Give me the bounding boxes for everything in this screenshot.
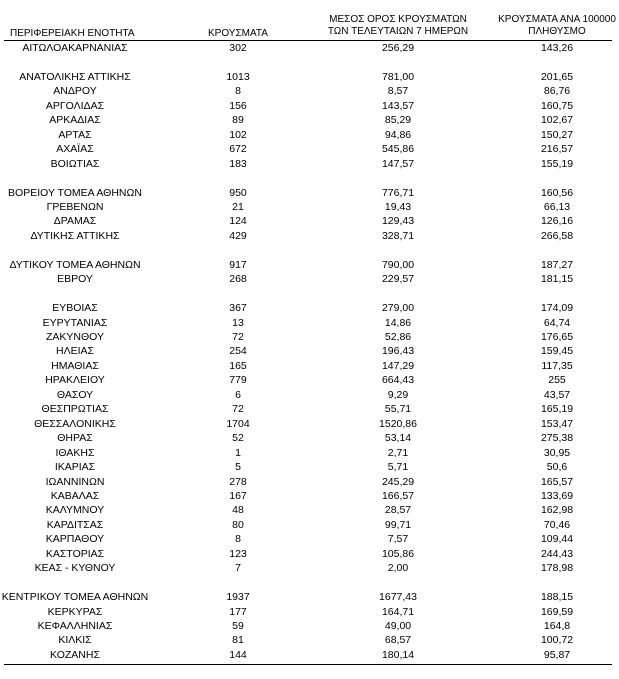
row-region-name: ΑΧΑΪΑΣ	[56, 143, 94, 156]
row-region-name: ΘΕΣΠΡΩΤΙΑΣ	[41, 403, 109, 416]
row-avg-7d: 781,00	[381, 70, 415, 83]
row-cases: 167	[229, 489, 247, 502]
row-region-name: ΚΕΑΣ - ΚΥΘΝΟΥ	[34, 562, 116, 575]
row-per-100k: 164,8	[543, 620, 571, 632]
header-per100k-line1: ΚΡΟΥΣΜΑΤΑ ΑΝΑ 100000	[498, 14, 616, 25]
row-per-100k: 201,65	[540, 70, 574, 83]
row-avg-7d: 1520,86	[379, 417, 417, 430]
table-row	[0, 330, 619, 344]
row-cases: 102	[229, 128, 247, 141]
row-region-name: ΚΑΒΑΛΑΣ	[50, 489, 100, 502]
row-avg-7d: 256,29	[381, 42, 415, 54]
table-row	[0, 316, 619, 330]
table-row	[0, 605, 619, 619]
table-spacer-row	[0, 576, 619, 590]
row-cases: 81	[232, 634, 244, 647]
row-avg-7d: 664,43	[381, 374, 415, 387]
row-avg-7d: 85,29	[384, 114, 412, 127]
row-per-100k: 159,45	[540, 345, 574, 358]
row-per-100k: 244,43	[540, 547, 574, 560]
row-per-100k: 165,57	[540, 475, 574, 488]
table-row	[0, 229, 619, 243]
row-avg-7d: 8,57	[387, 85, 409, 98]
row-avg-7d: 180,14	[381, 648, 415, 661]
table-row	[0, 402, 619, 416]
row-region-name: ΑΝΑΤΟΛΙΚΗΣ ΑΤΤΙΚΗΣ	[19, 70, 131, 83]
row-cases: 254	[229, 345, 247, 358]
row-per-100k: 70,46	[543, 518, 571, 531]
row-cases: 59	[232, 620, 244, 632]
row-per-100k: 95,87	[543, 648, 571, 661]
row-region-name: ΚΕΝΤΡΙΚΟΥ ΤΟΜΕΑ ΑΘΗΝΩΝ	[1, 591, 149, 604]
row-per-100k: 178,98	[540, 562, 574, 575]
row-region-name: ΚΑΡΔΙΤΣΑΣ	[46, 518, 104, 531]
table-row	[0, 446, 619, 460]
row-region-name: ΑΝΔΡΟΥ	[53, 85, 97, 98]
table-row	[0, 70, 619, 84]
row-avg-7d: 545,86	[381, 143, 415, 156]
table-spacer-row	[0, 243, 619, 257]
row-avg-7d: 52,86	[384, 331, 412, 343]
row-per-100k: 160,75	[540, 99, 574, 112]
row-per-100k: 102,67	[540, 114, 574, 127]
row-per-100k: 266,58	[540, 229, 574, 242]
table-row	[0, 157, 619, 171]
row-avg-7d: 790,00	[381, 258, 415, 271]
table-row	[0, 258, 619, 272]
row-per-100k: 181,15	[540, 273, 574, 286]
row-region-name: ΚΟΖΑΝΗΣ	[50, 648, 100, 661]
row-cases: 7	[235, 562, 241, 575]
row-per-100k: 255	[548, 374, 566, 387]
row-avg-7d: 19,43	[384, 200, 412, 213]
row-cases: 672	[229, 143, 247, 156]
table-row	[0, 142, 619, 156]
table-row	[0, 359, 619, 373]
table-row	[0, 475, 619, 489]
row-cases: 48	[232, 504, 244, 517]
row-cases: 1704	[226, 417, 250, 430]
row-per-100k: 133,69	[540, 489, 574, 502]
row-cases: 8	[235, 85, 241, 98]
row-per-100k: 162,98	[540, 504, 574, 517]
table-row	[0, 633, 619, 647]
row-per-100k: 188,15	[540, 591, 574, 604]
row-avg-7d: 7,57	[387, 533, 409, 546]
row-cases: 144	[229, 648, 247, 661]
table-row	[0, 41, 619, 55]
row-region-name: ΗΡΑΚΛΕΙΟΥ	[45, 374, 105, 387]
header-avg-line2: ΤΩΝ ΤΕΛΕΥΤΑΙΩΝ 7 ΗΜΕΡΩΝ	[327, 26, 469, 37]
row-region-name: ΑΡΓΟΛΙΔΑΣ	[45, 99, 105, 112]
table-row	[0, 619, 619, 633]
table-row	[0, 503, 619, 517]
row-region-name: ΔΡΑΜΑΣ	[53, 215, 97, 228]
row-cases: 1	[235, 446, 241, 459]
row-avg-7d: 129,43	[381, 215, 415, 228]
row-region-name: ΗΜΑΘΙΑΣ	[51, 359, 99, 372]
table-row	[0, 388, 619, 402]
row-avg-7d: 94,86	[384, 128, 412, 141]
row-avg-7d: 166,57	[381, 489, 415, 502]
row-cases: 183	[229, 157, 247, 170]
row-region-name: ΚΑΣΤΟΡΙΑΣ	[45, 547, 105, 560]
row-avg-7d: 279,00	[381, 302, 415, 315]
row-per-100k: 275,38	[540, 432, 574, 445]
header-region: ΠΕΡΙΦΕΡΕΙΑΚΗ ΕΝΟΤΗΤΑ	[10, 28, 135, 39]
row-region-name: ΖΑΚΥΝΘΟΥ	[45, 331, 104, 343]
row-avg-7d: 2,00	[387, 562, 409, 575]
row-region-name: ΗΛΕΙΑΣ	[55, 345, 94, 358]
row-cases: 5	[235, 461, 241, 474]
row-cases: 950	[229, 186, 247, 199]
row-avg-7d: 147,57	[381, 157, 415, 170]
row-cases: 165	[229, 359, 247, 372]
row-region-name: ΑΡΤΑΣ	[58, 128, 92, 141]
row-cases: 13	[232, 316, 244, 329]
table-row	[0, 431, 619, 445]
table-row	[0, 84, 619, 98]
table-row	[0, 518, 619, 532]
row-cases: 367	[229, 302, 247, 315]
row-per-100k: 165,19	[540, 403, 574, 416]
row-per-100k: 50,6	[546, 461, 568, 474]
row-region-name: ΙΚΑΡΙΑΣ	[54, 461, 96, 474]
row-region-name: ΙΘΑΚΗΣ	[55, 446, 95, 459]
table-spacer-row	[0, 287, 619, 301]
row-per-100k: 100,72	[540, 634, 574, 647]
row-region-name: ΕΥΒΟΙΑΣ	[52, 302, 98, 315]
row-cases: 72	[232, 331, 244, 343]
table-row	[0, 561, 619, 575]
table-row	[0, 489, 619, 503]
row-avg-7d: 245,29	[381, 475, 415, 488]
row-cases: 177	[229, 605, 247, 618]
row-per-100k: 126,16	[540, 215, 574, 228]
row-cases: 6	[235, 388, 241, 401]
table-row	[0, 460, 619, 474]
row-region-name: ΚΑΡΠΑΘΟΥ	[45, 533, 105, 546]
row-per-100k: 150,27	[540, 128, 574, 141]
row-avg-7d: 28,57	[384, 504, 412, 517]
row-cases: 89	[232, 114, 244, 127]
row-cases: 80	[232, 518, 244, 531]
row-avg-7d: 49,00	[384, 620, 412, 632]
row-per-100k: 86,76	[543, 85, 571, 98]
header-per100k-line2: ΠΛΗΘΥΣΜΟ	[528, 26, 586, 37]
row-avg-7d: 99,71	[384, 518, 412, 531]
header-avg-line1: ΜΕΣΟΣ ΟΡΟΣ ΚΡΟΥΣΜΑΤΩΝ	[329, 14, 467, 25]
row-per-100k: 155,19	[540, 157, 574, 170]
table-row	[0, 214, 619, 228]
row-cases: 1937	[226, 591, 250, 604]
row-per-100k: 174,09	[540, 302, 574, 315]
table-row	[0, 200, 619, 214]
row-per-100k: 66,13	[543, 200, 571, 213]
row-avg-7d: 105,86	[381, 547, 415, 560]
table-spacer-row	[0, 171, 619, 185]
row-cases: 917	[229, 258, 247, 271]
row-region-name: ΔΥΤΙΚΗΣ ΑΤΤΙΚΗΣ	[30, 229, 120, 242]
row-avg-7d: 5,71	[387, 461, 409, 474]
row-region-name: ΘΕΣΣΑΛΟΝΙΚΗΣ	[34, 417, 116, 430]
table-row	[0, 590, 619, 604]
row-region-name: ΓΡΕΒΕΝΩΝ	[46, 200, 104, 213]
row-avg-7d: 9,29	[387, 388, 409, 401]
row-per-100k: 143,26	[540, 42, 574, 54]
row-cases: 1013	[226, 70, 250, 83]
row-cases: 8	[235, 533, 241, 546]
table-row	[0, 113, 619, 127]
table-row	[0, 373, 619, 387]
row-region-name: ΚΑΛΥΜΝΟΥ	[45, 504, 105, 517]
row-avg-7d: 776,71	[381, 186, 415, 199]
row-per-100k: 216,57	[540, 143, 574, 156]
row-per-100k: 169,59	[540, 605, 574, 618]
row-avg-7d: 14,86	[384, 316, 412, 329]
table-row	[0, 344, 619, 358]
row-region-name: ΚΕΡΚΥΡΑΣ	[47, 605, 103, 618]
row-per-100k: 187,27	[540, 258, 574, 271]
row-cases: 21	[232, 200, 244, 213]
row-per-100k: 30,95	[543, 446, 571, 459]
row-region-name: ΔΥΤΙΚΟΥ ΤΟΜΕΑ ΑΘΗΝΩΝ	[9, 258, 141, 271]
row-region-name: ΚΕΦΑΛΛΗΝΙΑΣ	[37, 620, 113, 632]
table-row	[0, 547, 619, 561]
row-avg-7d: 143,57	[381, 99, 415, 112]
row-cases: 278	[229, 475, 247, 488]
row-cases: 156	[229, 99, 247, 112]
table-row	[0, 301, 619, 315]
row-region-name: ΕΥΡΥΤΑΝΙΑΣ	[42, 316, 108, 329]
row-per-100k: 109,44	[540, 533, 574, 546]
table-row	[0, 272, 619, 286]
row-region-name: ΑΙΤΩΛΟΑΚΑΡΝΑΝΙΑΣ	[22, 42, 128, 54]
row-region-name: ΚΙΛΚΙΣ	[58, 634, 92, 647]
row-cases: 124	[229, 215, 247, 228]
table-row	[0, 99, 619, 113]
row-avg-7d: 53,14	[384, 432, 412, 445]
header-cases: ΚΡΟΥΣΜΑΤΑ	[208, 28, 268, 39]
table-row	[0, 417, 619, 431]
row-cases: 72	[232, 403, 244, 416]
row-per-100k: 64,74	[543, 316, 571, 329]
row-avg-7d: 164,71	[381, 605, 415, 618]
row-region-name: ΙΩΑΝΝΙΝΩΝ	[45, 475, 105, 488]
row-avg-7d: 229,57	[381, 273, 415, 286]
row-avg-7d: 1677,43	[379, 591, 417, 604]
row-avg-7d: 196,43	[381, 345, 415, 358]
row-region-name: ΒΟΡΕΙΟΥ ΤΟΜΕΑ ΑΘΗΝΩΝ	[8, 186, 142, 199]
row-cases: 302	[229, 42, 247, 54]
row-per-100k: 160,56	[540, 186, 574, 199]
row-cases: 429	[229, 229, 247, 242]
table-row	[0, 128, 619, 142]
row-region-name: ΘΑΣΟΥ	[56, 388, 94, 401]
row-per-100k: 117,35	[541, 359, 573, 372]
row-region-name: ΒΟΙΩΤΙΑΣ	[50, 157, 100, 170]
row-per-100k: 153,47	[540, 417, 574, 430]
row-cases: 123	[229, 547, 247, 560]
row-region-name: ΕΒΡΟΥ	[57, 273, 93, 286]
table-row	[0, 186, 619, 200]
row-avg-7d: 2,71	[387, 446, 409, 459]
row-avg-7d: 147,29	[381, 359, 415, 372]
row-region-name: ΑΡΚΑΔΙΑΣ	[49, 114, 101, 127]
bottom-divider	[4, 664, 612, 665]
table-row	[0, 532, 619, 546]
row-cases: 52	[232, 432, 244, 445]
table-row	[0, 648, 619, 662]
row-cases: 268	[229, 273, 247, 286]
row-avg-7d: 328,71	[381, 229, 415, 242]
row-avg-7d: 55,71	[384, 403, 412, 416]
row-region-name: ΘΗΡΑΣ	[57, 432, 93, 445]
row-per-100k: 43,57	[543, 388, 571, 401]
row-per-100k: 176,65	[540, 331, 574, 343]
table-spacer-row	[0, 55, 619, 69]
row-cases: 779	[229, 374, 247, 387]
row-avg-7d: 68,57	[384, 634, 412, 647]
